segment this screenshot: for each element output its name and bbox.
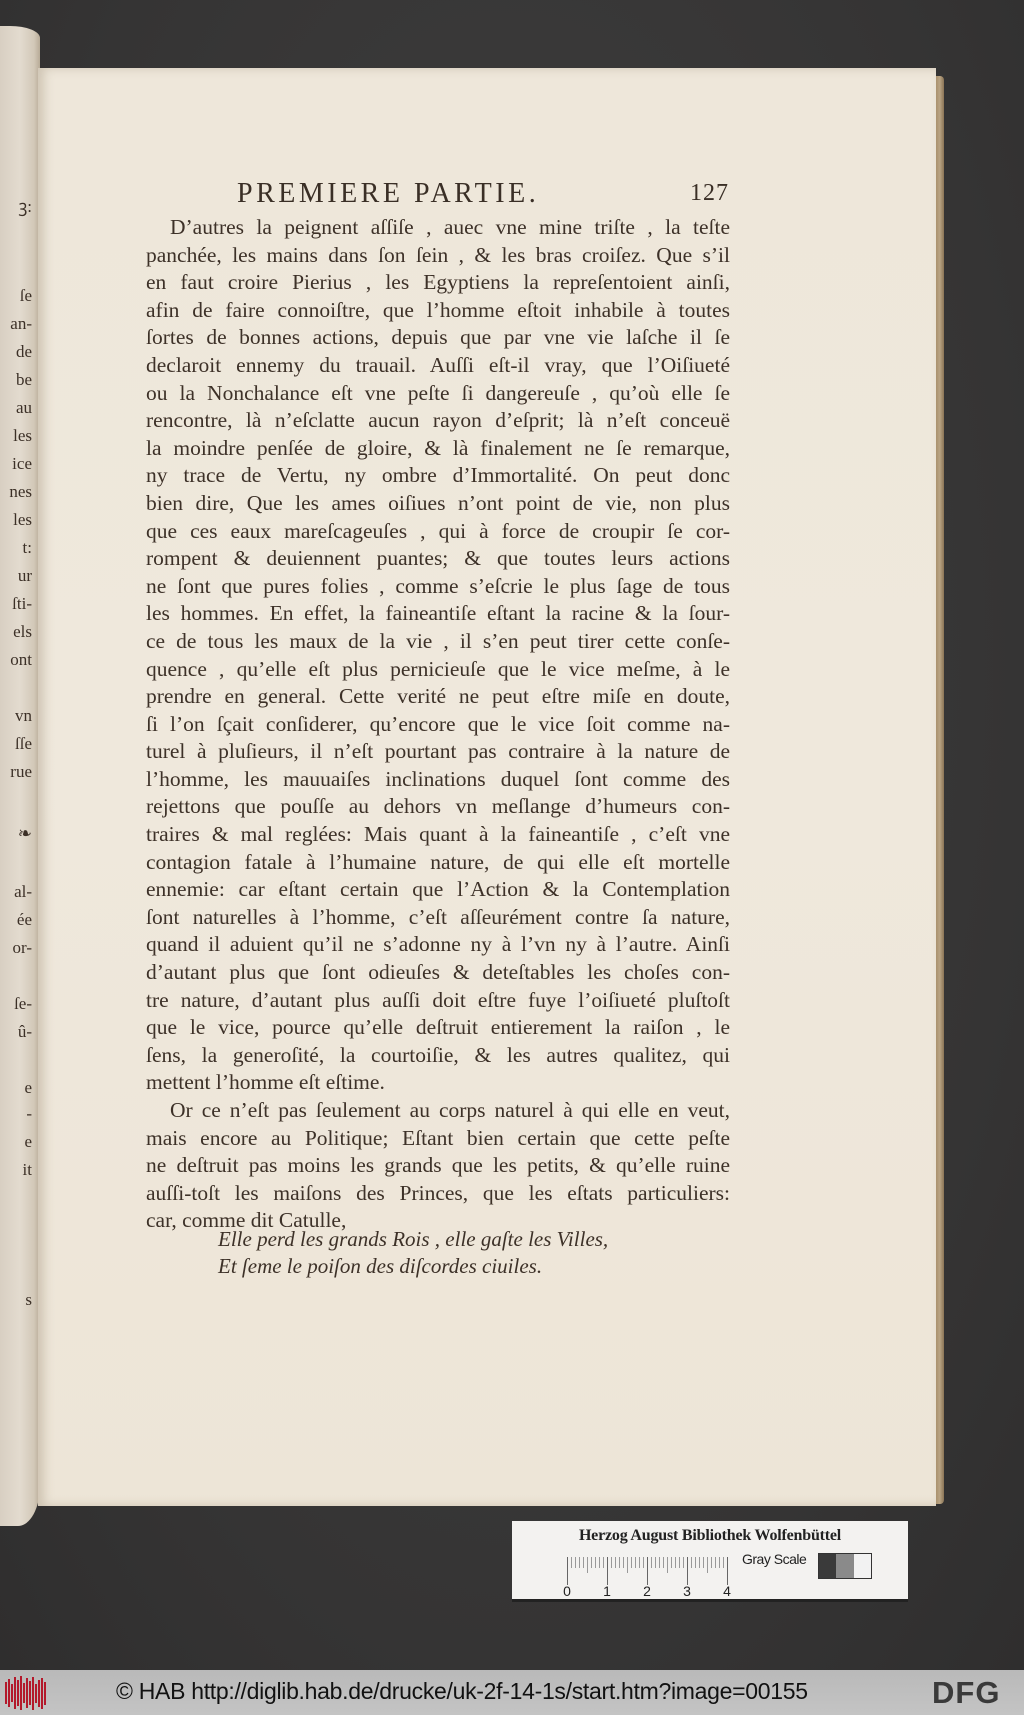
ruler-tick — [591, 1557, 592, 1568]
text-line: D’autres la peignent aſſiſe , auec vne mine triſte , la teſte — [170, 215, 730, 239]
facing-page-text-fragment: au — [15, 398, 32, 417]
text-line: ny trace de Vertu, ny ombre d’Immortalité. On peut donc — [146, 463, 730, 488]
text-line: ſi l’on ſçait conſiderer, qu’encore que le vice ſoit comme na- — [146, 711, 730, 736]
facing-page-text-fragment: ont — [10, 650, 32, 669]
facing-page-text-fragment: ꝫ: — [18, 197, 32, 216]
gray-swatch — [854, 1554, 871, 1578]
text-line: Or ce n’eſt pas ſeulement au corps naturel à qui elle en veut, — [170, 1098, 730, 1122]
ruler-tick — [663, 1557, 664, 1568]
facing-page-text-fragment: be — [15, 370, 32, 389]
gray-scale-swatches — [818, 1553, 872, 1579]
text-line: turel à pluſieurs, il n’eſt pourtant pas contraire à la nature de — [146, 739, 730, 764]
verse-line: Et ſeme le poiſon des diſcordes ciuiles. — [218, 1254, 543, 1278]
ruler-tick — [579, 1557, 580, 1568]
dfg-logo: DFG — [932, 1675, 1001, 1710]
ruler-label: 2 — [643, 1583, 651, 1599]
facing-page-text-fragment: - — [26, 1104, 32, 1123]
text-line: car, comme dit Catulle, — [146, 1208, 347, 1233]
ruler-tick — [691, 1557, 692, 1568]
ruler-tick — [715, 1557, 716, 1568]
ruler-tick — [615, 1557, 616, 1568]
gray-swatch — [819, 1554, 836, 1578]
facing-page-text-fragment: an- — [10, 314, 32, 333]
text-line: mettent l’homme eſt eſtime. — [146, 1070, 385, 1095]
ruler-tick — [587, 1557, 588, 1573]
facing-page-text-fragment: ice — [12, 454, 32, 473]
text-line: ſortes de bonnes actions, depuis que par vne vie laſche il ſe — [146, 325, 730, 350]
ruler-tick — [647, 1557, 648, 1585]
ruler-tick — [635, 1557, 636, 1568]
text-line: traires & mal reglées: Mais quant à la faineantiſe , c’eſt vne — [146, 822, 730, 847]
verse-quote — [218, 1226, 608, 1280]
text-line: mais encore au Politique; Eſtant bien certain que cette peſte — [146, 1125, 730, 1150]
ruler-tick — [631, 1557, 632, 1568]
ruler-tick — [679, 1557, 680, 1568]
ruler-tick — [619, 1557, 620, 1568]
text-line: ou la Nonchalance eſt vne peſte ſi dangereuſe , qu’où elle ſe — [146, 380, 730, 405]
text-line: rejettons que pouſſe au dehors vn meſlange d’humeurs con- — [146, 794, 730, 819]
ruler-tick — [643, 1557, 644, 1568]
ruler-tick — [667, 1557, 668, 1573]
facing-page-text-fragment: els — [13, 622, 32, 641]
ruler-tick — [571, 1557, 572, 1568]
text-line: tre nature, d’autant plus auſſi doit eſtre fuye l’oiſiueté pluſtoſt — [146, 987, 730, 1012]
ruler-tick — [699, 1557, 700, 1568]
facing-page-text-fragment: rue — [10, 762, 32, 781]
text-line: ce de tous les maux de la vie , il s’en peut tirer cette conſe- — [146, 628, 730, 653]
text-line: que le vice, pource qu’elle deſtruit entierement la raiſon , le — [146, 1015, 730, 1040]
verse-line: Elle perd les grands Rois , elle gaſte les Villes, — [218, 1227, 609, 1251]
facing-page-text-fragment: ❧ — [17, 824, 32, 843]
ruler-tick — [583, 1557, 584, 1568]
library-name: Herzog August Bibliothek Wolfenbüttel — [578, 1527, 842, 1544]
facing-page-text-fragment: t: — [22, 538, 32, 557]
ruler-tick — [707, 1557, 708, 1573]
facing-page-text-fragment: s — [25, 1290, 32, 1309]
copyright-url[interactable]: © HAB http://diglib.hab.de/drucke/uk-2f-14-1s/start.htm?image=00155 — [116, 1678, 808, 1704]
facing-page-text-fragment: e — [24, 1132, 32, 1151]
facing-page-text-fragment: ur — [17, 566, 32, 585]
text-line: contagion fatale à l’humaine nature, de qui elle eſt mortelle — [146, 849, 730, 874]
text-line: ne deſtruit pas moins les grands que les petits, & qu’elle ruine — [146, 1153, 730, 1178]
ruler-tick — [639, 1557, 640, 1568]
ruler-tick — [575, 1557, 576, 1568]
ruler-label: 3 — [683, 1583, 691, 1599]
facing-page-text-fragment: de — [15, 342, 32, 361]
text-line: la moindre penſée de gloire, & là finalement ne ſe remarque, — [146, 435, 730, 460]
text-line: ſens, la generoſité, la courtoiſie, & les autres qualitez, qui — [146, 1042, 730, 1067]
facing-page-text-fragment: or- — [12, 938, 32, 957]
ruler-tick — [603, 1557, 604, 1568]
facing-page-text-fragment: nes — [9, 482, 32, 501]
ruler-tick — [655, 1557, 656, 1568]
ruler-tick — [719, 1557, 720, 1568]
gray-swatch — [836, 1554, 853, 1578]
footer-bar — [0, 1670, 1024, 1715]
ruler-tick — [675, 1557, 676, 1568]
text-line: prendre en general. Cette verité ne peut eſtre miſe en doute, — [146, 684, 730, 709]
ruler-tick — [671, 1557, 672, 1568]
facing-page-left — [0, 26, 40, 1526]
text-line: l’homme, les mauuaiſes inclinations duquel ſont comme des — [146, 766, 730, 791]
facing-page-text-fragment: ſti- — [12, 594, 32, 613]
text-line: d’autant plus que ſont odieuſes & deteſtables les choſes con- — [146, 960, 730, 985]
text-line: que ces eaux mareſcageuſes , qui à force de croupir ſe cor- — [146, 518, 730, 543]
text-line: en faut croire Pierius , les Egyptiens la repreſentoient ainſi, — [146, 270, 730, 295]
ruler-tick — [683, 1557, 684, 1568]
text-line: panchée, les mains dans ſon ſein , & les bras croiſez. Que s’il — [146, 242, 730, 267]
page-number: 127 — [690, 180, 729, 206]
running-head: PREMIERE PARTIE. — [237, 178, 540, 209]
ruler-tick — [703, 1557, 704, 1568]
text-line: quence , qu’elle eſt plus pernicieuſe que le vice meſme, à le — [146, 656, 730, 681]
ruler-tick — [599, 1557, 600, 1568]
body-text — [146, 214, 730, 1235]
text-line: bien dire, Que les ames oiſiues n’ont point de vie, non plus — [146, 490, 730, 515]
facing-page-text-fragment: û- — [17, 1022, 32, 1041]
ruler-tick — [623, 1557, 624, 1568]
facing-page-text-fragment: it — [22, 1160, 32, 1179]
facing-page-text-fragment: ſſe — [15, 734, 32, 753]
library-color-card — [512, 1521, 908, 1602]
ruler-label: 1 — [603, 1583, 611, 1599]
text-line: ne ſont que pures folies , comme s’eſcrie le plus ſage de tous — [146, 573, 730, 598]
ruler-label: 0 — [563, 1583, 571, 1599]
facing-page-text-fragment: les — [13, 426, 32, 445]
facing-page-text-fragment: les — [13, 510, 32, 529]
ruler-tick — [687, 1557, 688, 1585]
ruler-tick — [627, 1557, 628, 1573]
ruler-tick — [727, 1557, 728, 1585]
text-line: rencontre, là n’eſclatte aucun rayon d’eſprit; là n’eſt conceuë — [146, 408, 730, 433]
text-line: rompent & deuiennent puantes; & que toutes leurs actions — [146, 546, 730, 571]
facing-page-text-fragment: vn — [15, 706, 32, 725]
facing-page-text-fragment: ſe — [19, 286, 32, 305]
scale-ruler — [563, 1553, 731, 1599]
text-line: quand il aduient qu’il ne s’adonne ny à l’vn ny à l’autre. Ainſi — [146, 932, 730, 957]
facing-page-text-fragment: ſe- — [14, 994, 32, 1013]
ruler-tick — [595, 1557, 596, 1568]
ruler-tick — [695, 1557, 696, 1568]
text-line: les hommes. En effet, la faineantiſe eſtant la racine & la ſour- — [146, 601, 730, 626]
text-line: ſont naturelles à l’homme, c’eſt aſſeurément contre ſa nature, — [146, 904, 730, 929]
facing-page-text-fragment: ée — [16, 910, 32, 929]
ruler-tick — [659, 1557, 660, 1568]
facing-page-text-fragment: e — [24, 1078, 32, 1097]
hab-barcode-logo-icon — [5, 1676, 47, 1710]
facing-page-text-fragment: al- — [14, 882, 32, 901]
ruler-tick — [567, 1557, 568, 1585]
ruler-tick — [723, 1557, 724, 1568]
ruler-tick — [607, 1557, 608, 1585]
gray-scale-label: Gray Scale — [742, 1551, 807, 1567]
text-line: declaroit ennemy du trauail. Auſſi eſt-il vray, que l’Oiſiueté — [146, 352, 730, 377]
ruler-tick — [651, 1557, 652, 1568]
text-line: auſſi-toſt les maiſons des Princes, que les eſtats particuliers: — [146, 1180, 730, 1205]
text-line: ennemie: car eſtant certain que l’Action & la Contemplation — [146, 877, 730, 902]
ruler-label: 4 — [723, 1583, 731, 1599]
ruler-tick — [611, 1557, 612, 1568]
ruler-tick — [711, 1557, 712, 1568]
text-line: afin de faire connoiſtre, que l’homme eſtoit inhabile à toutes — [146, 297, 730, 322]
